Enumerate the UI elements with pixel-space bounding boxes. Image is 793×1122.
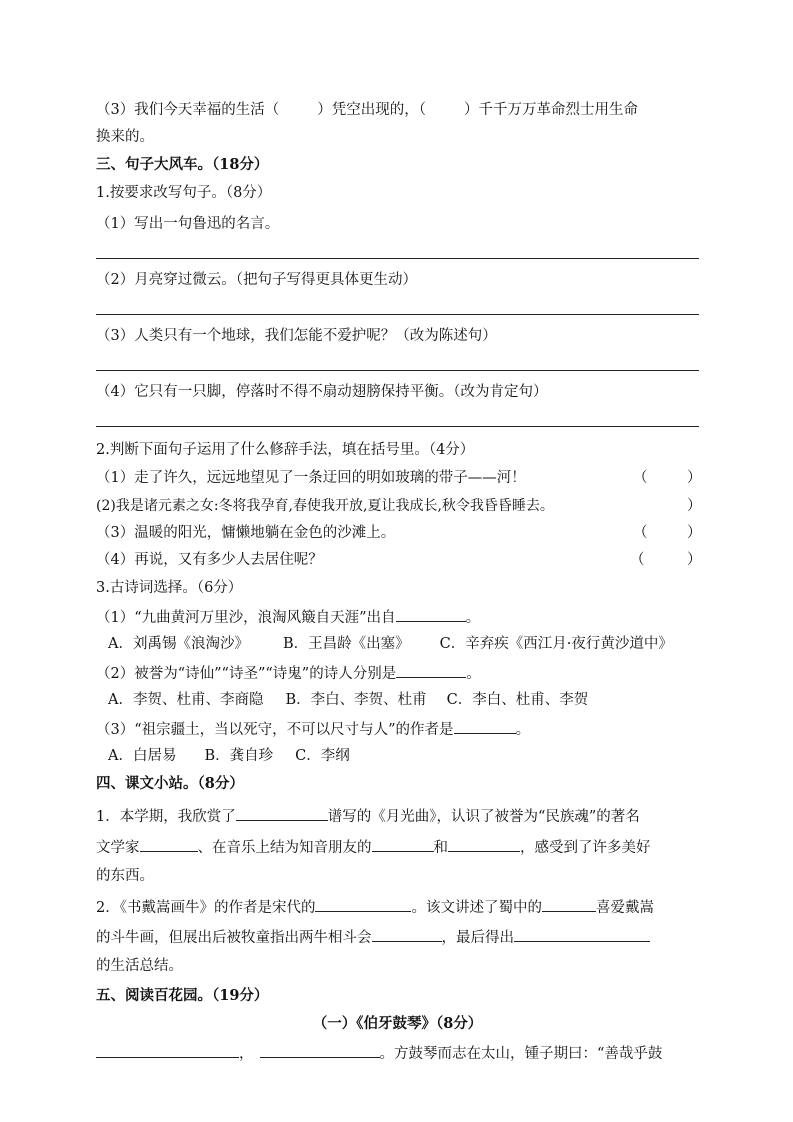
option[interactable]: A．刘禹锡《浪淘沙》 bbox=[108, 636, 249, 652]
answer-line[interactable] bbox=[96, 258, 699, 259]
question-title: 1.按要求改写句子。（8分） bbox=[96, 185, 272, 201]
section-heading: 四、课文小站。（8分） bbox=[96, 775, 244, 792]
question-item: （4）它只有一只脚，停落时不得不扇动翅膀保持平衡。（改为肯定句） bbox=[96, 384, 548, 400]
paragraph-line: 文学家 、在音乐上结为知音朋友的 和 ，感受到了许多美好 bbox=[96, 836, 651, 858]
section-heading: 三、句子大风车。（18分） bbox=[96, 156, 269, 173]
question-title: 2.判断下面句子运用了什么修辞手法，填在括号里。（4分） bbox=[96, 442, 475, 458]
question-line: （3）我们今天幸福的生活（ ）凭空出现的，（ ）千千万万革命烈士用生命 bbox=[96, 102, 638, 118]
question-item: （1）“九曲黄河万里沙，浪淘风簸自天涯”出自 。 bbox=[96, 606, 480, 628]
options-row bbox=[108, 690, 588, 710]
question-item: （2）被誉为“诗仙”“诗圣”“诗鬼”的诗人分别是 。 bbox=[96, 662, 481, 684]
answer-blank[interactable] bbox=[140, 836, 198, 852]
question-item: （3）温暖的阳光，慵懒地躺在金色的沙滩上。 bbox=[96, 525, 396, 541]
answer-paren-open: （ bbox=[633, 525, 648, 541]
option[interactable]: B．李白、李贺、杜甫 bbox=[285, 692, 427, 708]
option[interactable]: B．王昌龄《出塞》 bbox=[282, 636, 410, 652]
answer-paren-close: ） bbox=[687, 470, 702, 486]
option[interactable]: A．李贺、杜甫、李商隐 bbox=[108, 692, 264, 708]
question-line: 换来的。 bbox=[96, 129, 154, 145]
reading-subtitle: （一）《伯牙鼓琴》（8分） bbox=[312, 1015, 483, 1032]
options-row bbox=[108, 634, 673, 654]
answer-blank[interactable] bbox=[315, 896, 411, 912]
question-item: （1）写出一句鲁迅的名言。 bbox=[96, 216, 280, 232]
answer-blank[interactable] bbox=[236, 805, 328, 821]
question-item: （4）再说，又有多少人去居住呢？ bbox=[96, 552, 323, 568]
option[interactable]: B．龚自珍 bbox=[204, 748, 274, 764]
option[interactable]: C．辛弃疾《西江月·夜行黄沙道中》 bbox=[439, 636, 673, 652]
answer-blank[interactable] bbox=[514, 926, 650, 942]
answer-blank[interactable] bbox=[448, 836, 520, 852]
answer-paren-open: （ bbox=[633, 470, 648, 486]
answer-line[interactable] bbox=[96, 370, 699, 371]
answer-paren-close: ） bbox=[687, 525, 702, 541]
paragraph-line: ， 。方鼓琴而志在太山，锺子期曰：“善哉乎鼓 bbox=[96, 1042, 662, 1064]
answer-blank[interactable] bbox=[96, 1042, 239, 1058]
option[interactable]: C．李白、杜甫、李贺 bbox=[446, 692, 589, 708]
answer-blank[interactable] bbox=[396, 662, 466, 678]
paragraph-line: 2．《书戴嵩画牛》的作者是宋代的 。该文讲述了蜀中的 喜爱戴嵩 bbox=[96, 896, 654, 918]
paragraph-line: 的生活总结。 bbox=[96, 958, 183, 974]
section-heading: 五、阅读百花园。（19分） bbox=[96, 987, 269, 1004]
answer-line[interactable] bbox=[96, 426, 699, 427]
paragraph-line: 的斗牛画，但展出后被牧童指出两牛相斗会 ，最后得出 bbox=[96, 926, 650, 948]
question-item: (2)我是诸元素之女:冬将我孕育,春使我开放,夏让我成长,秋令我昏昏睡去。 bbox=[96, 498, 554, 514]
option[interactable]: C．李纲 bbox=[295, 748, 350, 764]
question-item: （2）月亮穿过微云。（把句子写得更具体更生动） bbox=[96, 272, 417, 288]
question-item: （3）“祖宗疆土，当以死守，不可以尺寸与人”的作者是 。 bbox=[96, 718, 530, 740]
answer-line[interactable] bbox=[96, 314, 699, 315]
answer-blank[interactable] bbox=[260, 1042, 380, 1058]
paragraph-line: 1．本学期，我欣赏了 谱写的《月光曲》，认识了被誉为“民族魂”的著名 bbox=[96, 805, 640, 827]
question-item: （1）走了许久，远远地望见了一条迂回的明如玻璃的带子——河！ bbox=[96, 470, 526, 486]
question-item: （3）人类只有一个地球，我们怎能不爱护呢？（改为陈述句） bbox=[96, 328, 497, 344]
option[interactable]: A．白居易 bbox=[108, 748, 177, 764]
answer-blank[interactable] bbox=[396, 606, 466, 622]
answer-blank[interactable] bbox=[372, 836, 434, 852]
answer-blank[interactable] bbox=[372, 926, 442, 942]
answer-blank[interactable] bbox=[542, 896, 596, 912]
answer-blank[interactable] bbox=[454, 718, 516, 734]
question-title: 3.古诗词选择。（6分） bbox=[96, 580, 243, 596]
paragraph-line: 的东西。 bbox=[96, 868, 154, 884]
answer-paren-close: ） bbox=[687, 552, 702, 568]
answer-paren-open: （ bbox=[630, 552, 645, 568]
options-row bbox=[108, 746, 350, 766]
answer-paren-close: ） bbox=[687, 498, 702, 514]
